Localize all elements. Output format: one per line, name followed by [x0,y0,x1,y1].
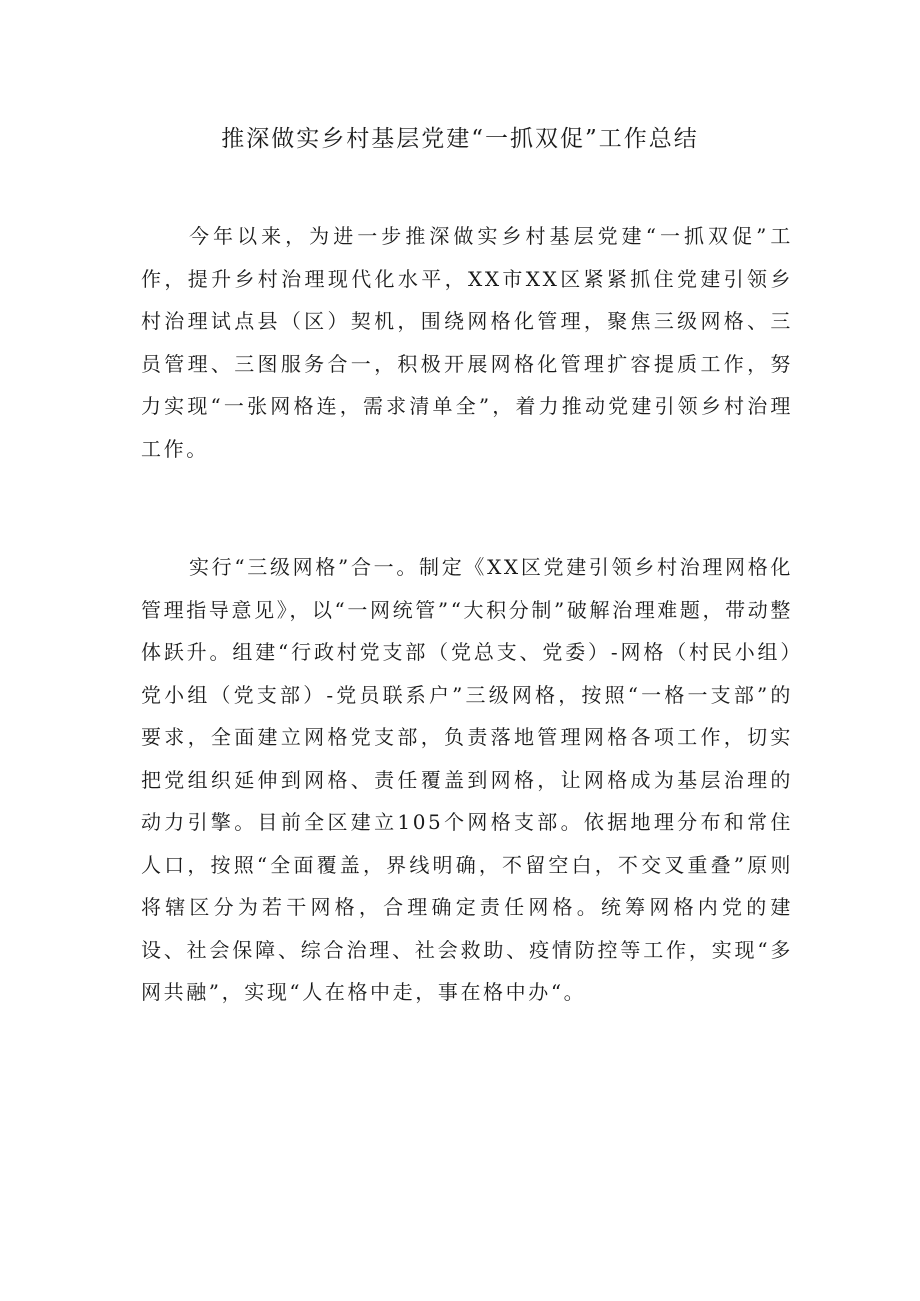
document-title: 推深做实乡村基层党建“一抓双促”工作总结 [221,126,699,152]
paragraph-three-level-grid: 实行“三级网格”合一。制定《XX区党建引领乡村治理网格化管理指导意见》，以“一网统管”“大积分制”破解治理难题，带动整体跃升。组建“行政村党支部（党总支、党委）-网格（村民小组）党小组（党支部）-党员联系户”三级网格，按照“一格一支部”的要求，全面建立网格党支部，负责落地管理网格各项工作，切实把党组织延伸到网格、责任覆盖到网格，让网格成为基层治理的动力引擎。目前全区建立105个网格支部。依据地理分布和常住人口，按照“全面覆盖，界线明确，不留空白，不交叉重叠”原则将辖区分为若干网格，合理确定责任网格。统筹网格内党的建设、社会保障、综合治理、社会救助、疫情防控等工作，实现“多网共融”，实现“人在格中走，事在格中办“。 [141,555,793,1004]
paragraph-intro: 今年以来，为进一步推深做实乡村基层党建“一抓双促”工作，提升乡村治理现代化水平，XX市XX区紧紧抓住党建引领乡村治理试点县（区）契机，围绕网格化管理，聚焦三级网格、三员管理、三图服务合一，积极开展网格化管理扩容提质工作，努力实现“一张网格连，需求清单全”，着力推动党建引领乡村治理工作。 [141,224,793,461]
